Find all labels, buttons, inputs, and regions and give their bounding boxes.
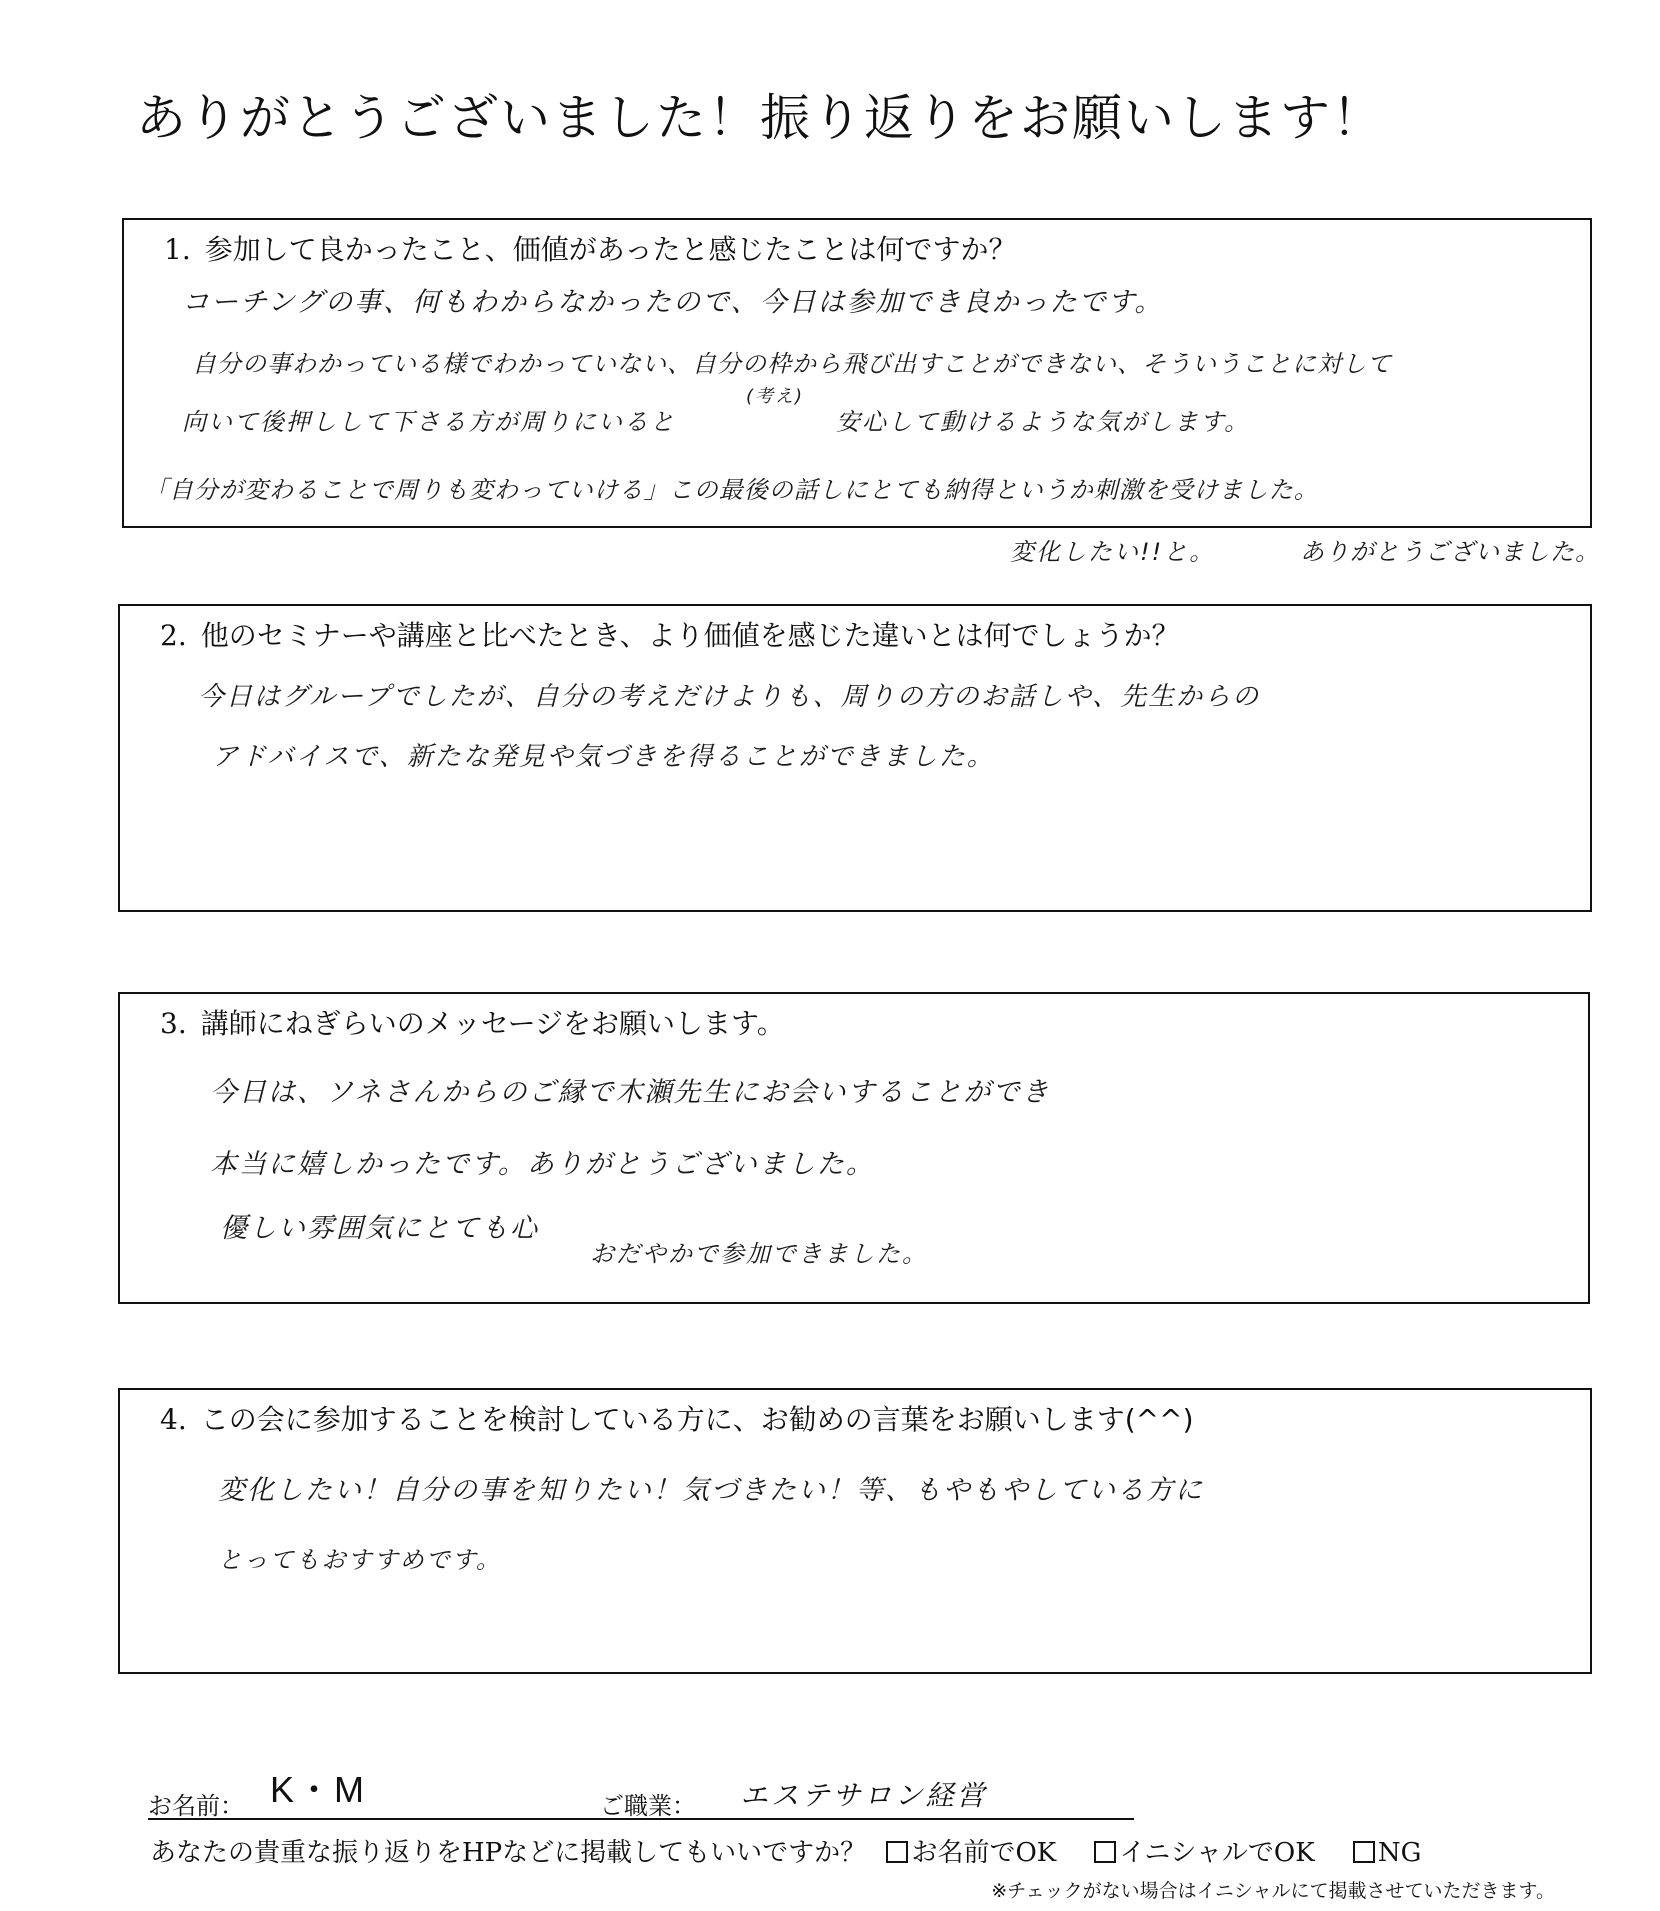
- question-2-box: [118, 604, 1592, 912]
- job-label: ご職業：: [600, 1792, 696, 1820]
- page-title: ありがとうございました！振り返りをお願いします！: [136, 89, 1384, 147]
- question-4-box: [118, 1388, 1592, 1674]
- question-2-text: 他のセミナーや講座と比べたとき、より価値を感じた違いとは何でしょうか？: [200, 619, 1180, 652]
- option-ng-label: NG: [1377, 1838, 1422, 1868]
- q1-answer-overflow-2: ありがとうございました。: [1300, 538, 1600, 566]
- checkbox-name-ok[interactable]: [886, 1841, 908, 1863]
- q3-answer-line-4: おだやかで参加できました。: [590, 1240, 928, 1268]
- q1-answer-overflow-1: 変化したい!!と。: [1010, 538, 1216, 566]
- question-3-box: [118, 992, 1590, 1304]
- question-3-text: 講師にねぎらいのメッセージをお願いします。: [200, 1007, 785, 1040]
- q1-answer-line-2: 自分の事わかっている様でわかっていない、自分の枠から飛び出すことができない、そういうことに対して: [192, 350, 1392, 378]
- q1-answer-line-4: 安心して動けるような気がします。: [836, 408, 1251, 436]
- name-label: お名前：: [148, 1792, 244, 1820]
- question-3-number: 3.: [160, 1007, 187, 1040]
- q2-answer-line-2: アドバイスで、新たな発見や気づきを得ることができました。: [212, 742, 995, 772]
- question-1-heading: [164, 228, 1016, 268]
- question-4-heading: [160, 1398, 1194, 1438]
- question-3-heading: [160, 1002, 785, 1042]
- consent-note: ※チェックがない場合はイニシャルにて掲載させていただきます。: [991, 1880, 1555, 1902]
- q1-answer-line-5: 「自分が変わることで周りも変わっていける」この最後の話しにとても納得というか刺激を受けました。: [144, 476, 1319, 504]
- q4-answer-line-2: とってもおすすめです。: [218, 1546, 502, 1574]
- q3-answer-line-1: 今日は、ソネさんからのご縁で木瀬先生にお会いすることができ: [210, 1077, 1051, 1108]
- option-initial-ok-label: イニシャルでOK: [1119, 1838, 1315, 1868]
- option-name-ok-label: お名前でOK: [911, 1838, 1057, 1868]
- consent-line: [150, 1832, 1421, 1869]
- question-2-heading: [160, 614, 1180, 654]
- question-4-number: 4.: [160, 1403, 187, 1436]
- option-ng[interactable]: [1353, 1838, 1422, 1868]
- q1-answer-line-3: 向いて後押しして下さる方が周りにいると: [182, 408, 676, 436]
- name-job-underline: [148, 1818, 1134, 1820]
- consent-question: あなたの貴重な振り返りをHPなどに掲載してもいいですか？: [150, 1838, 867, 1868]
- q3-answer-line-2: 本当に嬉しかったです。ありがとうございました。: [210, 1149, 875, 1180]
- q1-answer-line-1: コーチングの事、何もわからなかったので、今日は参加でき良かったです。: [182, 287, 1164, 318]
- q1-answer-paren: (考え): [746, 386, 805, 407]
- question-1-number: 1.: [164, 233, 191, 266]
- question-1-box: [122, 218, 1592, 528]
- checkbox-ng[interactable]: [1353, 1841, 1375, 1863]
- checkbox-initial-ok[interactable]: [1094, 1841, 1116, 1863]
- question-2-number: 2.: [160, 619, 187, 652]
- question-1-text: 参加して良かったこと、価値があったと感じたことは何ですか？: [204, 233, 1017, 266]
- option-initial-ok[interactable]: [1094, 1838, 1314, 1868]
- q2-answer-line-1: 今日はグループでしたが、自分の考えだけよりも、周りの方のお話しや、先生からの: [198, 682, 1261, 712]
- question-4-text: この会に参加することを検討している方に、お勧めの言葉をお願いします(^^): [200, 1403, 1194, 1436]
- q3-answer-line-3: 優しい雰囲気にとても心: [220, 1213, 539, 1244]
- job-value: エステサロン経営: [740, 1779, 988, 1812]
- name-value: K・M: [270, 1769, 367, 1810]
- option-name-ok[interactable]: [886, 1838, 1056, 1868]
- q4-answer-line-1: 変化したい！自分の事を知りたい！気づきたい！等、もやもやしている方に: [218, 1475, 1204, 1506]
